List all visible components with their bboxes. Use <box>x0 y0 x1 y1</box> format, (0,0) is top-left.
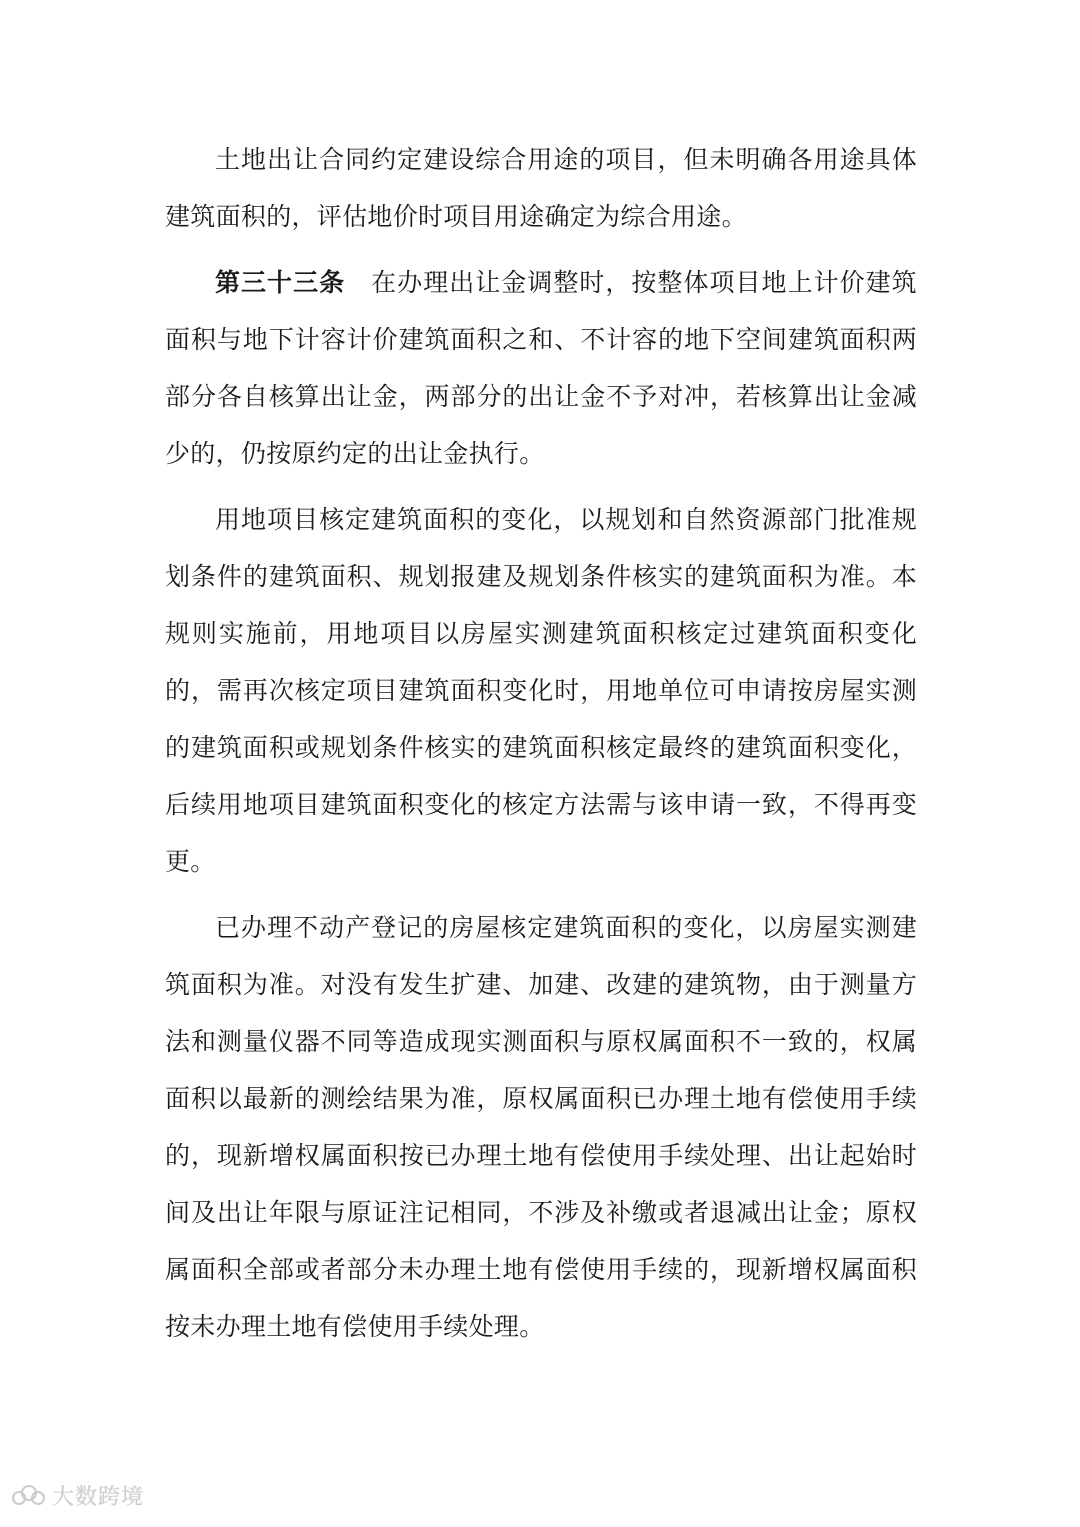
paragraph-2 <box>165 254 917 482</box>
cloud-logo-icon <box>10 1484 46 1508</box>
paragraph-text: 已办理不动产登记的房屋核定建筑面积的变化，以房屋实测建筑面积为准。对没有发生扩建、加建、改建的建筑物，由于测量方法和测量仪器不同等造成现实测面积与原权属面积不一致的，权属面积以最新的测绘结果为准，原权属面积已办理土地有偿使用手续的，现新增权属面积按已办理土地有偿使用手续处理、出让起始时间及出让年限与原证注记相同，不涉及补缴或者退减出让金；原权属面积全部或者部分未办理土地有偿使用手续的，现新增权属面积按未办理土地有偿使用手续处理。 <box>165 913 917 1341</box>
paragraph-3 <box>165 491 917 890</box>
paragraph-text: 土地出让合同约定建设综合用途的项目，但未明确各用途具体建筑面积的，评估地价时项目用途确定为综合用途。 <box>165 145 917 231</box>
paragraph-text: 在办理出让金调整时，按整体项目地上计价建筑面积与地下计容计价建筑面积之和、不计容的地下空间建筑面积两部分各自核算出让金，两部分的出让金不予对冲，若核算出让金减少的，仍按原约定的出让金执行。 <box>165 268 917 468</box>
paragraph-gap <box>165 245 917 254</box>
document-body <box>165 131 917 1355</box>
paragraph-gap <box>165 890 917 899</box>
paragraph-gap <box>165 482 917 491</box>
watermark <box>10 1480 144 1511</box>
article-number: 第三十三条 <box>215 268 346 297</box>
paragraph-4 <box>165 899 917 1355</box>
paragraph-1 <box>165 131 917 245</box>
paragraph-text: 用地项目核定建筑面积的变化，以规划和自然资源部门批准规划条件的建筑面积、规划报建及规划条件核实的建筑面积为准。本规则实施前，用地项目以房屋实测建筑面积核定过建筑面积变化的，需再次核定项目建筑面积变化时，用地单位可申请按房屋实测的建筑面积或规划条件核实的建筑面积核定最终的建筑面积变化，后续用地项目建筑面积变化的核定方法需与该申请一致，不得再变更。 <box>165 505 917 876</box>
watermark-text: 大数跨境 <box>52 1485 145 1510</box>
